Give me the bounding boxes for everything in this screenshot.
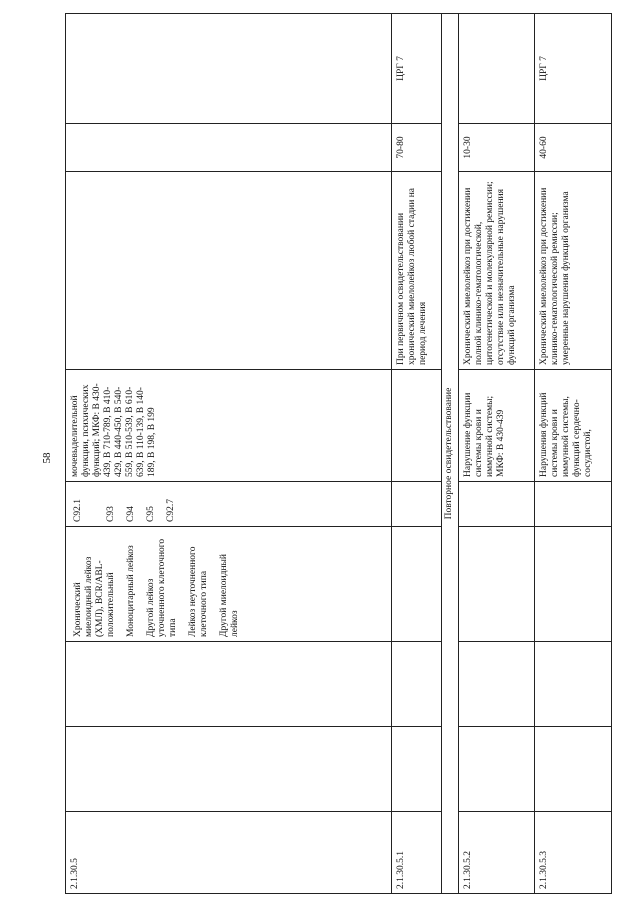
- target-group-cell: [458, 14, 535, 124]
- functions-cell: Нарушение функции системы крови и иммунной системы; МКФ: В 430-439: [458, 370, 535, 482]
- table-row-repeat-b: [535, 14, 612, 894]
- row-code: 2.1.30.5.3: [535, 812, 612, 894]
- rotated-table-wrapper: [65, 14, 612, 894]
- percent-cell: 10-30: [458, 124, 535, 172]
- target-group-cell: ЦРГ 7: [391, 14, 441, 124]
- table-row-main: [66, 14, 392, 894]
- empty-cell: [391, 370, 441, 482]
- row-code: 2.1.30.5: [66, 812, 392, 894]
- target-group-cell: ЦРГ 7: [535, 14, 612, 124]
- functions-cell: Нарушения функций системы крови и иммунной системы, функций сердечно-сосудистой,: [535, 370, 612, 482]
- empty-cell: [535, 727, 612, 812]
- section-banner: Повторное освидетельствование: [441, 14, 458, 894]
- empty-cell: [66, 124, 392, 172]
- functions-cell: мочевыделительной функции, психических функций; МКФ: В 430-439, В 710-789, В 410-429, В 440-450, В 540-559, В 510-539, В 610-639, В 110-139, В 140-189, В 198, В 199: [66, 370, 392, 482]
- icd-code: C95: [146, 506, 156, 522]
- empty-cell: [66, 727, 392, 812]
- empty-cell: [458, 527, 535, 642]
- disease-subitems-cell: [66, 527, 392, 642]
- empty-cell: [391, 727, 441, 812]
- empty-cell: [391, 642, 441, 727]
- icd-code: C92.1: [73, 499, 83, 522]
- empty-cell: [66, 642, 392, 727]
- criteria-cell: Хронический миелолейкоз при достижении клинико-гематологической ремиссии; умеренные нарушения функций организма: [535, 172, 612, 370]
- empty-cell: [66, 14, 392, 124]
- subitem: Моноцитарный лейкоз: [126, 545, 136, 637]
- empty-cell: [458, 642, 535, 727]
- icd-code: C94: [126, 506, 136, 522]
- percent-cell: 70-80: [391, 124, 441, 172]
- empty-cell: [391, 527, 441, 642]
- empty-cell: [535, 642, 612, 727]
- criteria-cell: Хронический миелолейкоз при достижении полной клинико-гематологической, цитогенетической и молекулярной ремиссии; отсутствие или незначительные нарушения функций организма: [458, 172, 535, 370]
- subitem: Лейкоз неуточненного клеточного типа: [188, 546, 209, 637]
- subitem: Хронический миелоидный лейкоз (ХМЛ), BCR/ABL-положительный: [73, 556, 116, 637]
- row-code: 2.1.30.5.2: [458, 812, 535, 894]
- table-row-first: [391, 14, 441, 894]
- criteria-table: [65, 13, 612, 894]
- icd-code: C93: [106, 506, 116, 522]
- empty-cell: [458, 482, 535, 527]
- table-row-banner: [441, 14, 458, 894]
- icd-code: C92.7: [166, 499, 176, 522]
- empty-cell: [458, 727, 535, 812]
- empty-cell: [535, 527, 612, 642]
- percent-cell: 40-60: [535, 124, 612, 172]
- empty-cell: [391, 482, 441, 527]
- table-row-repeat-a: [458, 14, 535, 894]
- subitem: Другой миелоидный лейкоз: [219, 554, 240, 637]
- row-code: 2.1.30.5.1: [391, 812, 441, 894]
- icd-codes-cell: [66, 482, 392, 527]
- criteria-cell: При первичном освидетельствовании хронический миелолейкоз любой стадии на период лечения: [391, 172, 441, 370]
- empty-cell: [66, 172, 392, 370]
- empty-cell: [535, 482, 612, 527]
- subitem: Другой лейкоз уточненного клеточного типа: [146, 538, 178, 637]
- page-number: 58: [41, 452, 53, 464]
